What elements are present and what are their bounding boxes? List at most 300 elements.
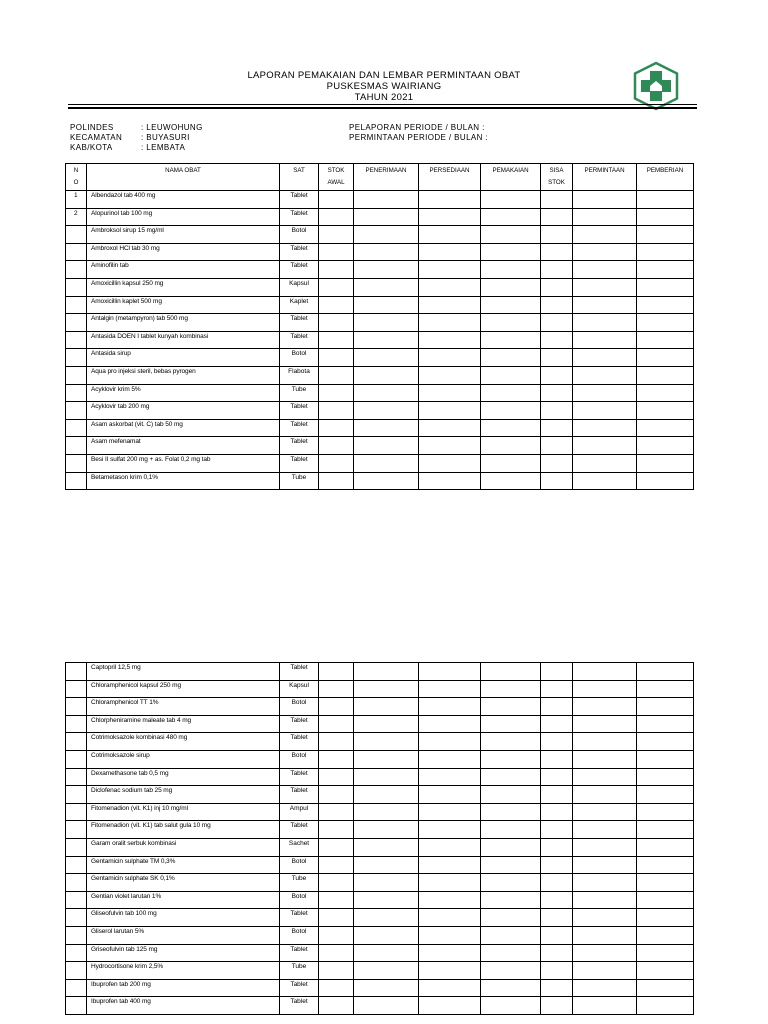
drug-unit: Tablet [280, 261, 319, 279]
sisa-stok-cell [541, 278, 573, 296]
drug-name: Acyklovir tab 200 mg [87, 402, 280, 420]
persediaan-cell [419, 680, 481, 698]
pemakaian-cell [481, 821, 541, 839]
row-no [66, 680, 87, 698]
table-header-row [66, 164, 694, 191]
sisa-stok-cell [541, 472, 573, 490]
pemberian-cell [637, 349, 694, 367]
sisa-stok-cell [541, 226, 573, 244]
permintaan-cell [573, 454, 637, 472]
row-no [66, 278, 87, 296]
table-row [66, 261, 694, 279]
table-row [66, 821, 694, 839]
table-row [66, 856, 694, 874]
penerimaan-cell [354, 472, 419, 490]
drug-name: Cotrimoksazole kombinasi 480 mg [87, 733, 280, 751]
pemakaian-cell [481, 208, 541, 226]
pemakaian-cell [481, 856, 541, 874]
table-row [66, 278, 694, 296]
persediaan-cell [419, 997, 481, 1015]
permintaan-cell [573, 997, 637, 1015]
drug-name: Fitomenadion (vit. K1) tab salut gula 10 mg [87, 821, 280, 839]
pemakaian-cell [481, 786, 541, 804]
sisa-stok-cell [541, 962, 573, 980]
drug-name: Cotrimoksazole sirup [87, 750, 280, 768]
row-no [66, 226, 87, 244]
stok-awal-cell [319, 768, 354, 786]
pemberian-cell [637, 366, 694, 384]
table-row [66, 191, 694, 209]
stok-awal-cell [319, 454, 354, 472]
pemberian-cell [637, 331, 694, 349]
penerimaan-cell [354, 698, 419, 716]
penerimaan-cell [354, 663, 419, 681]
title-line-1: LAPORAN PEMAKAIAN DAN LEMBAR PERMINTAAN OBAT [247, 70, 521, 81]
pemberian-cell [637, 698, 694, 716]
persediaan-cell [419, 803, 481, 821]
pemberian-cell [637, 803, 694, 821]
stok-awal-cell [319, 243, 354, 261]
pemakaian-cell [481, 997, 541, 1015]
drug-name: Antalgin (metampyron) tab 500 mg [87, 314, 280, 332]
table-row [66, 926, 694, 944]
drug-unit: Tablet [280, 331, 319, 349]
pemakaian-cell [481, 698, 541, 716]
stok-awal-cell [319, 874, 354, 892]
pemberian-cell [637, 926, 694, 944]
penerimaan-cell [354, 261, 419, 279]
drug-name: Asam mefenamat [87, 437, 280, 455]
pemakaian-cell [481, 314, 541, 332]
sisa-stok-cell [541, 856, 573, 874]
pelaporan-period: PELAPORAN PERIODE / BULAN : [349, 123, 485, 132]
permintaan-cell [573, 208, 637, 226]
row-no [66, 243, 87, 261]
persediaan-cell [419, 226, 481, 244]
drug-unit: Sachet [280, 838, 319, 856]
pemberian-cell [637, 821, 694, 839]
col-penerimaan: PENERIMAAN [354, 164, 419, 191]
col-nama-obat: NAMA OBAT [87, 164, 280, 191]
pemberian-cell [637, 314, 694, 332]
table-row [66, 208, 694, 226]
pemakaian-cell [481, 680, 541, 698]
kabkota-value: : LEMBATA [141, 143, 186, 152]
sisa-stok-cell [541, 838, 573, 856]
persediaan-cell [419, 838, 481, 856]
drug-unit: Tablet [280, 821, 319, 839]
drug-table-1-body [66, 164, 694, 490]
sisa-stok-cell [541, 663, 573, 681]
drug-table-2-body [66, 663, 694, 1015]
persediaan-cell [419, 472, 481, 490]
drug-unit: Tube [280, 962, 319, 980]
sisa-stok-cell [541, 384, 573, 402]
pemberian-cell [637, 891, 694, 909]
row-no [66, 366, 87, 384]
pemberian-cell [637, 944, 694, 962]
persediaan-cell [419, 926, 481, 944]
penerimaan-cell [354, 821, 419, 839]
col-sisa-line2: STOK [548, 179, 565, 186]
persediaan-cell [419, 454, 481, 472]
permintaan-cell [573, 944, 637, 962]
row-no [66, 349, 87, 367]
polindes-label: POLINDES [70, 123, 114, 132]
stok-awal-cell [319, 680, 354, 698]
table-row [66, 891, 694, 909]
persediaan-cell [419, 821, 481, 839]
table-row [66, 454, 694, 472]
row-no [66, 803, 87, 821]
drug-unit: Tablet [280, 437, 319, 455]
row-no [66, 663, 87, 681]
stok-awal-cell [319, 979, 354, 997]
row-no [66, 331, 87, 349]
drug-name: Albendazol tab 400 mg [87, 191, 280, 209]
row-no [66, 419, 87, 437]
polindes-value: : LEUWOHUNG [141, 123, 203, 132]
title-line-3: TAHUN 2021 [354, 92, 414, 103]
location-info [70, 123, 203, 153]
table-row [66, 874, 694, 892]
stok-awal-cell [319, 909, 354, 927]
row-no [66, 750, 87, 768]
stok-awal-cell [319, 698, 354, 716]
penerimaan-cell [354, 979, 419, 997]
pemakaian-cell [481, 979, 541, 997]
stok-awal-cell [319, 838, 354, 856]
row-no [66, 926, 87, 944]
stok-awal-cell [319, 997, 354, 1015]
permintaan-cell [573, 733, 637, 751]
permintaan-cell [573, 750, 637, 768]
table-row [66, 768, 694, 786]
row-no: 1 [66, 191, 87, 209]
pemakaian-cell [481, 191, 541, 209]
row-no [66, 838, 87, 856]
drug-unit: Kaplet [280, 296, 319, 314]
drug-unit: Tablet [280, 402, 319, 420]
stok-awal-cell [319, 750, 354, 768]
persediaan-cell [419, 891, 481, 909]
permintaan-cell [573, 909, 637, 927]
kabkota-label: KAB/KOTA [70, 143, 113, 152]
pemberian-cell [637, 715, 694, 733]
permintaan-period: PERMINTAAN PERIODE / BULAN : [349, 133, 489, 142]
drug-unit: Tablet [280, 715, 319, 733]
col-sisa-line1: SISA [549, 167, 564, 174]
persediaan-cell [419, 314, 481, 332]
pemberian-cell [637, 663, 694, 681]
penerimaan-cell [354, 874, 419, 892]
stok-awal-cell [319, 472, 354, 490]
sisa-stok-cell [541, 243, 573, 261]
pemakaian-cell [481, 733, 541, 751]
table-row [66, 715, 694, 733]
drug-name: Aminofilin tab [87, 261, 280, 279]
row-no [66, 874, 87, 892]
permintaan-cell [573, 191, 637, 209]
sisa-stok-cell [541, 750, 573, 768]
pemberian-cell [637, 979, 694, 997]
penerimaan-cell [354, 454, 419, 472]
row-no [66, 997, 87, 1015]
sisa-stok-cell [541, 331, 573, 349]
row-no [66, 909, 87, 927]
pemberian-cell [637, 296, 694, 314]
persediaan-cell [419, 663, 481, 681]
persediaan-cell [419, 349, 481, 367]
table-row [66, 786, 694, 804]
drug-name: Antasida sirup [87, 349, 280, 367]
drug-name: Gliserol larutan 5% [87, 926, 280, 944]
pemberian-cell [637, 191, 694, 209]
row-no [66, 472, 87, 490]
pemberian-cell [637, 768, 694, 786]
persediaan-cell [419, 786, 481, 804]
table-row [66, 226, 694, 244]
sisa-stok-cell [541, 803, 573, 821]
col-no-line2: O [73, 179, 79, 186]
drug-unit: Tablet [280, 733, 319, 751]
drug-unit: Tablet [280, 191, 319, 209]
drug-unit: Tablet [280, 663, 319, 681]
pemakaian-cell [481, 768, 541, 786]
sisa-stok-cell [541, 874, 573, 892]
persediaan-cell [419, 384, 481, 402]
penerimaan-cell [354, 191, 419, 209]
sisa-stok-cell [541, 680, 573, 698]
drug-name: Besi II sulfat 200 mg + as. Folat 0,2 mg tab [87, 454, 280, 472]
header-rule-thick [68, 107, 697, 109]
table-row [66, 437, 694, 455]
col-stok-line1: STOK [327, 167, 345, 174]
pemberian-cell [637, 962, 694, 980]
sisa-stok-cell [541, 314, 573, 332]
sisa-stok-cell [541, 349, 573, 367]
penerimaan-cell [354, 803, 419, 821]
drug-unit: Tube [280, 384, 319, 402]
row-no [66, 891, 87, 909]
drug-name: Gentamicin sulphate SK 0,1% [87, 874, 280, 892]
drug-name: Asam askorbat (vit. C) tab 50 mg [87, 419, 280, 437]
penerimaan-cell [354, 419, 419, 437]
pemakaian-cell [481, 838, 541, 856]
sisa-stok-cell [541, 366, 573, 384]
table-row [66, 349, 694, 367]
permintaan-cell [573, 314, 637, 332]
pemberian-cell [637, 454, 694, 472]
sisa-stok-cell [541, 437, 573, 455]
row-no [66, 715, 87, 733]
row-no [66, 437, 87, 455]
sisa-stok-cell [541, 715, 573, 733]
drug-unit: Tablet [280, 944, 319, 962]
row-no [66, 698, 87, 716]
permintaan-cell [573, 243, 637, 261]
sisa-stok-cell [541, 944, 573, 962]
permintaan-cell [573, 698, 637, 716]
title-line-2: PUSKESMAS WAIRIANG [326, 81, 442, 92]
stok-awal-cell [319, 733, 354, 751]
penerimaan-cell [354, 768, 419, 786]
pemakaian-cell [481, 944, 541, 962]
persediaan-cell [419, 962, 481, 980]
table-row [66, 296, 694, 314]
penerimaan-cell [354, 437, 419, 455]
pemberian-cell [637, 472, 694, 490]
sisa-stok-cell [541, 296, 573, 314]
row-no [66, 402, 87, 420]
penerimaan-cell [354, 366, 419, 384]
drug-unit: Kapsul [280, 680, 319, 698]
persediaan-cell [419, 909, 481, 927]
permintaan-cell [573, 821, 637, 839]
pemberian-cell [637, 226, 694, 244]
table-row [66, 366, 694, 384]
sisa-stok-cell [541, 208, 573, 226]
sisa-stok-cell [541, 454, 573, 472]
persediaan-cell [419, 698, 481, 716]
row-no [66, 962, 87, 980]
drug-name: Gentamicin sulphate TM 0,3% [87, 856, 280, 874]
table-row [66, 909, 694, 927]
persediaan-cell [419, 331, 481, 349]
penerimaan-cell [354, 680, 419, 698]
drug-unit: Botol [280, 349, 319, 367]
pemberian-cell [637, 384, 694, 402]
pemberian-cell [637, 419, 694, 437]
table-row [66, 384, 694, 402]
drug-unit: Botol [280, 891, 319, 909]
penerimaan-cell [354, 278, 419, 296]
col-permintaan: PERMINTAAN [573, 164, 637, 191]
drug-name: Garam oralit serbuk kombinasi [87, 838, 280, 856]
permintaan-cell [573, 803, 637, 821]
pemakaian-cell [481, 402, 541, 420]
stok-awal-cell [319, 926, 354, 944]
penerimaan-cell [354, 926, 419, 944]
sisa-stok-cell [541, 786, 573, 804]
drug-unit: Tablet [280, 208, 319, 226]
permintaan-cell [573, 715, 637, 733]
drug-name: Griseofulvin tab 125 mg [87, 944, 280, 962]
row-no [66, 944, 87, 962]
drug-name: Ibuprofen tab 400 mg [87, 997, 280, 1015]
permintaan-cell [573, 384, 637, 402]
kecamatan-value: : BUYASURI [141, 133, 190, 142]
drug-name: Chloramphenicol TT 1% [87, 698, 280, 716]
penerimaan-cell [354, 962, 419, 980]
pemakaian-cell [481, 472, 541, 490]
pemberian-cell [637, 243, 694, 261]
row-no [66, 733, 87, 751]
penerimaan-cell [354, 750, 419, 768]
permintaan-cell [573, 261, 637, 279]
stok-awal-cell [319, 419, 354, 437]
stok-awal-cell [319, 208, 354, 226]
drug-name: Amoxicillin kaplet 500 mg [87, 296, 280, 314]
table-row [66, 472, 694, 490]
stok-awal-cell [319, 191, 354, 209]
drug-name: Ambroksol sirup 15 mg/ml [87, 226, 280, 244]
table-row [66, 243, 694, 261]
penerimaan-cell [354, 226, 419, 244]
sisa-stok-cell [541, 261, 573, 279]
sisa-stok-cell [541, 191, 573, 209]
penerimaan-cell [354, 715, 419, 733]
persediaan-cell [419, 278, 481, 296]
drug-unit: Tablet [280, 997, 319, 1015]
col-stok-awal [319, 164, 354, 191]
pemberian-cell [637, 874, 694, 892]
col-pemakaian: PEMAKAIAN [481, 164, 541, 191]
persediaan-cell [419, 208, 481, 226]
stok-awal-cell [319, 803, 354, 821]
permintaan-cell [573, 278, 637, 296]
drug-unit: Tube [280, 874, 319, 892]
drug-unit: Kapsul [280, 278, 319, 296]
persediaan-cell [419, 733, 481, 751]
stok-awal-cell [319, 715, 354, 733]
drug-unit: Tablet [280, 768, 319, 786]
pemakaian-cell [481, 226, 541, 244]
stok-awal-cell [319, 226, 354, 244]
persediaan-cell [419, 437, 481, 455]
persediaan-cell [419, 402, 481, 420]
table-row [66, 750, 694, 768]
col-stok-line2: AWAL [327, 179, 345, 186]
drug-name: Betametason krim 0,1% [87, 472, 280, 490]
pemakaian-cell [481, 261, 541, 279]
stok-awal-cell [319, 296, 354, 314]
sisa-stok-cell [541, 821, 573, 839]
penerimaan-cell [354, 349, 419, 367]
pemakaian-cell [481, 715, 541, 733]
penerimaan-cell [354, 891, 419, 909]
table-row [66, 733, 694, 751]
permintaan-cell [573, 786, 637, 804]
table-row [66, 698, 694, 716]
persediaan-cell [419, 261, 481, 279]
persediaan-cell [419, 243, 481, 261]
kecamatan-label: KECAMATAN [70, 133, 123, 142]
pemakaian-cell [481, 891, 541, 909]
sisa-stok-cell [541, 402, 573, 420]
sisa-stok-cell [541, 926, 573, 944]
table-row [66, 944, 694, 962]
drug-unit: Botol [280, 926, 319, 944]
drug-unit: Tablet [280, 909, 319, 927]
stok-awal-cell [319, 278, 354, 296]
pemakaian-cell [481, 366, 541, 384]
penerimaan-cell [354, 733, 419, 751]
permintaan-cell [573, 962, 637, 980]
pemakaian-cell [481, 803, 541, 821]
drug-unit: Flabota [280, 366, 319, 384]
pemakaian-cell [481, 909, 541, 927]
table-row [66, 803, 694, 821]
permintaan-cell [573, 472, 637, 490]
table-row [66, 331, 694, 349]
permintaan-cell [573, 979, 637, 997]
pemberian-cell [637, 402, 694, 420]
pemberian-cell [637, 856, 694, 874]
row-no [66, 261, 87, 279]
pemakaian-cell [481, 243, 541, 261]
header-rule-thin [68, 104, 697, 105]
